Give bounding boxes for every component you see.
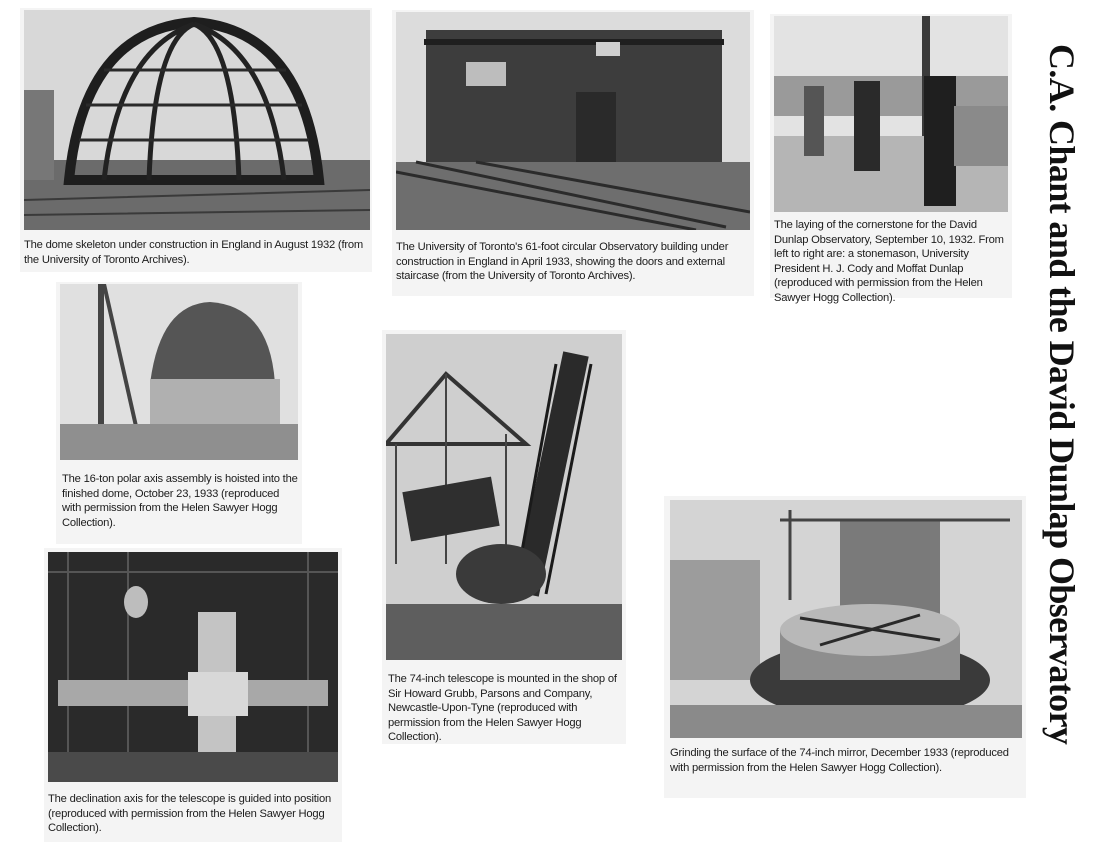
caption-observatory-building: The University of Toronto's 61-foot circular Observatory building under construction in England in April 1933, showing the doors and external staircase (from the University of Toronto Archives).	[396, 241, 729, 282]
caption-polar-axis: The 16-ton polar axis assembly is hoisted into the finished dome, October 23, 1933 (reproduced with permission from the Helen Sawyer Hogg Collection).	[62, 473, 298, 529]
caption-telescope-shop: The 74-inch telescope is mounted in the shop of Sir Howard Grubb, Parsons and Company, Newcastle-Upon-Tyne (reproduced with permission from the Helen Sawyer Hogg Collection).	[388, 673, 617, 743]
caption-cornerstone: The laying of the cornerstone for the David Dunlap Observatory, September 10, 1932. From left to right are: a stonemason, University President H. J. Cody and Moffat Dunlap (reproduced with permission from the Helen Sawyer Hogg Collection).	[774, 219, 1004, 304]
photo-dome-skeleton	[24, 10, 370, 230]
page-title-text: C.A. Chant and the David Dunlap Observatory	[1042, 43, 1082, 745]
photo-mirror-grinding	[670, 500, 1022, 738]
caption-declination-axis: The declination axis for the telescope is guided into position (reproduced with permission from the Helen Sawyer Hogg Collection).	[48, 793, 332, 834]
page-title	[1032, 14, 1092, 774]
photo-declination-axis	[48, 552, 338, 782]
caption-mirror-grinding: Grinding the surface of the 74-inch mirror, December 1933 (reproduced with permission from the Helen Sawyer Hogg Collection).	[670, 747, 1009, 774]
photo-telescope-shop	[386, 334, 622, 660]
photo-observatory-building	[396, 12, 750, 230]
photo-cornerstone	[774, 16, 1008, 212]
caption-dome-skeleton: The dome skeleton under construction in England in August 1932 (from the University of Toronto Archives).	[24, 239, 364, 266]
photo-polar-axis	[60, 284, 298, 460]
